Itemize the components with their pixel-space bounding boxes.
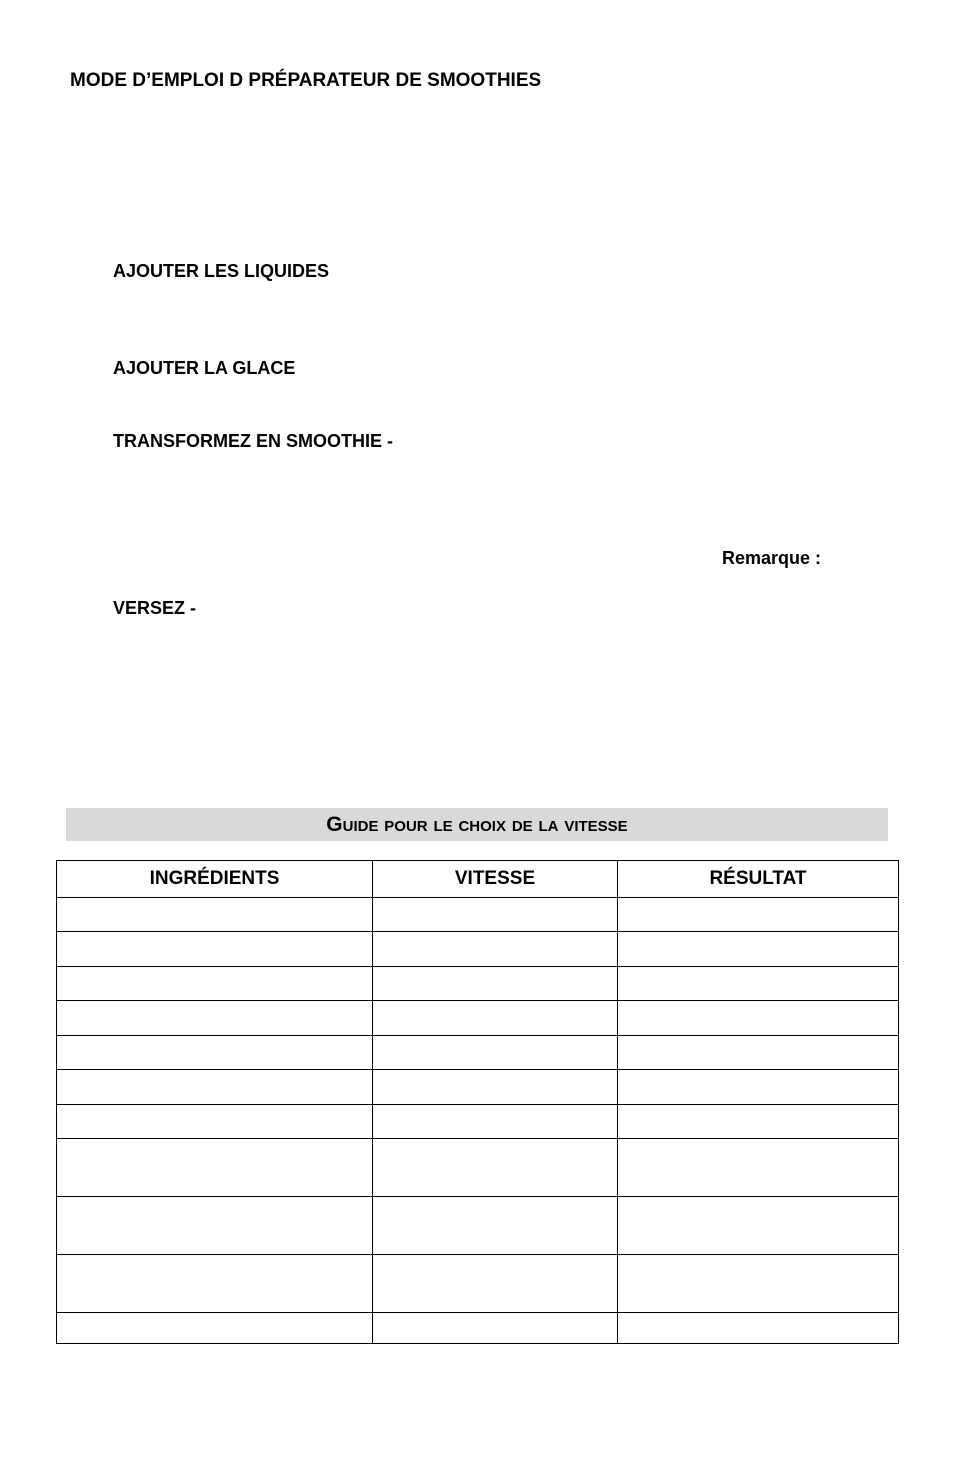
table-cell-result (618, 898, 899, 932)
table-cell-ingredient (57, 1197, 373, 1255)
table-cell-result (618, 1139, 899, 1197)
step-add-liquids: AJOUTER LES LIQUIDES (113, 261, 330, 281)
table-row (57, 898, 899, 932)
table-row (57, 1313, 899, 1344)
table-cell-result (618, 1001, 899, 1036)
table-cell-speed (373, 967, 618, 1001)
header-ingredients: INGRÉDIENTS (57, 861, 373, 898)
table-cell-speed (373, 1001, 618, 1036)
speed-guide-table (56, 860, 899, 1344)
header-speed: VITESSE (373, 861, 618, 898)
table-row (57, 1070, 899, 1105)
table-cell-result (618, 1313, 899, 1344)
table-cell-ingredient (57, 1070, 373, 1105)
table-row (57, 967, 899, 1001)
table-cell-speed (373, 932, 618, 967)
table-cell-speed (373, 1105, 618, 1139)
table-cell-result (618, 967, 899, 1001)
table-row (57, 1001, 899, 1036)
table-cell-speed (373, 1139, 618, 1197)
step-transform: TRANSFORMEZ EN SMOOTHIE - (113, 431, 393, 451)
speed-guide-header-bar (66, 808, 888, 841)
table-cell-ingredient (57, 1105, 373, 1139)
note-label: Remarque : (722, 548, 822, 568)
table-cell-result (618, 1105, 899, 1139)
table-cell-speed (373, 1197, 618, 1255)
table-cell-ingredient (57, 967, 373, 1001)
table-cell-speed (373, 898, 618, 932)
table-cell-result (618, 1070, 899, 1105)
table-cell-ingredient (57, 1139, 373, 1197)
table-cell-ingredient (57, 1036, 373, 1070)
table-cell-result (618, 1197, 899, 1255)
table-cell-ingredient (57, 898, 373, 932)
table-cell-ingredient (57, 1001, 373, 1036)
table-cell-result (618, 1036, 899, 1070)
table-header-row (57, 861, 899, 898)
step-add-ice: AJOUTER LA GLACE (113, 358, 296, 378)
table-cell-speed (373, 1255, 618, 1313)
table-row (57, 1255, 899, 1313)
table-cell-result (618, 932, 899, 967)
header-result: RÉSULTAT (618, 861, 899, 898)
table-cell-speed (373, 1070, 618, 1105)
table-cell-speed (373, 1036, 618, 1070)
table-row (57, 932, 899, 967)
document-title: MODE D’EMPLOI D PRÉPARATEUR DE SMOOTHIES (70, 70, 542, 91)
table-cell-ingredient (57, 1255, 373, 1313)
table-row (57, 1036, 899, 1070)
table-row (57, 1197, 899, 1255)
table-cell-speed (373, 1313, 618, 1344)
table-cell-result (618, 1255, 899, 1313)
table-row (57, 1105, 899, 1139)
table-row (57, 1139, 899, 1197)
table-cell-ingredient (57, 1313, 373, 1344)
table-cell-ingredient (57, 932, 373, 967)
speed-guide-title: Guide pour le choix de la vitesse (326, 813, 628, 836)
step-pour: VERSEZ - (113, 598, 197, 618)
